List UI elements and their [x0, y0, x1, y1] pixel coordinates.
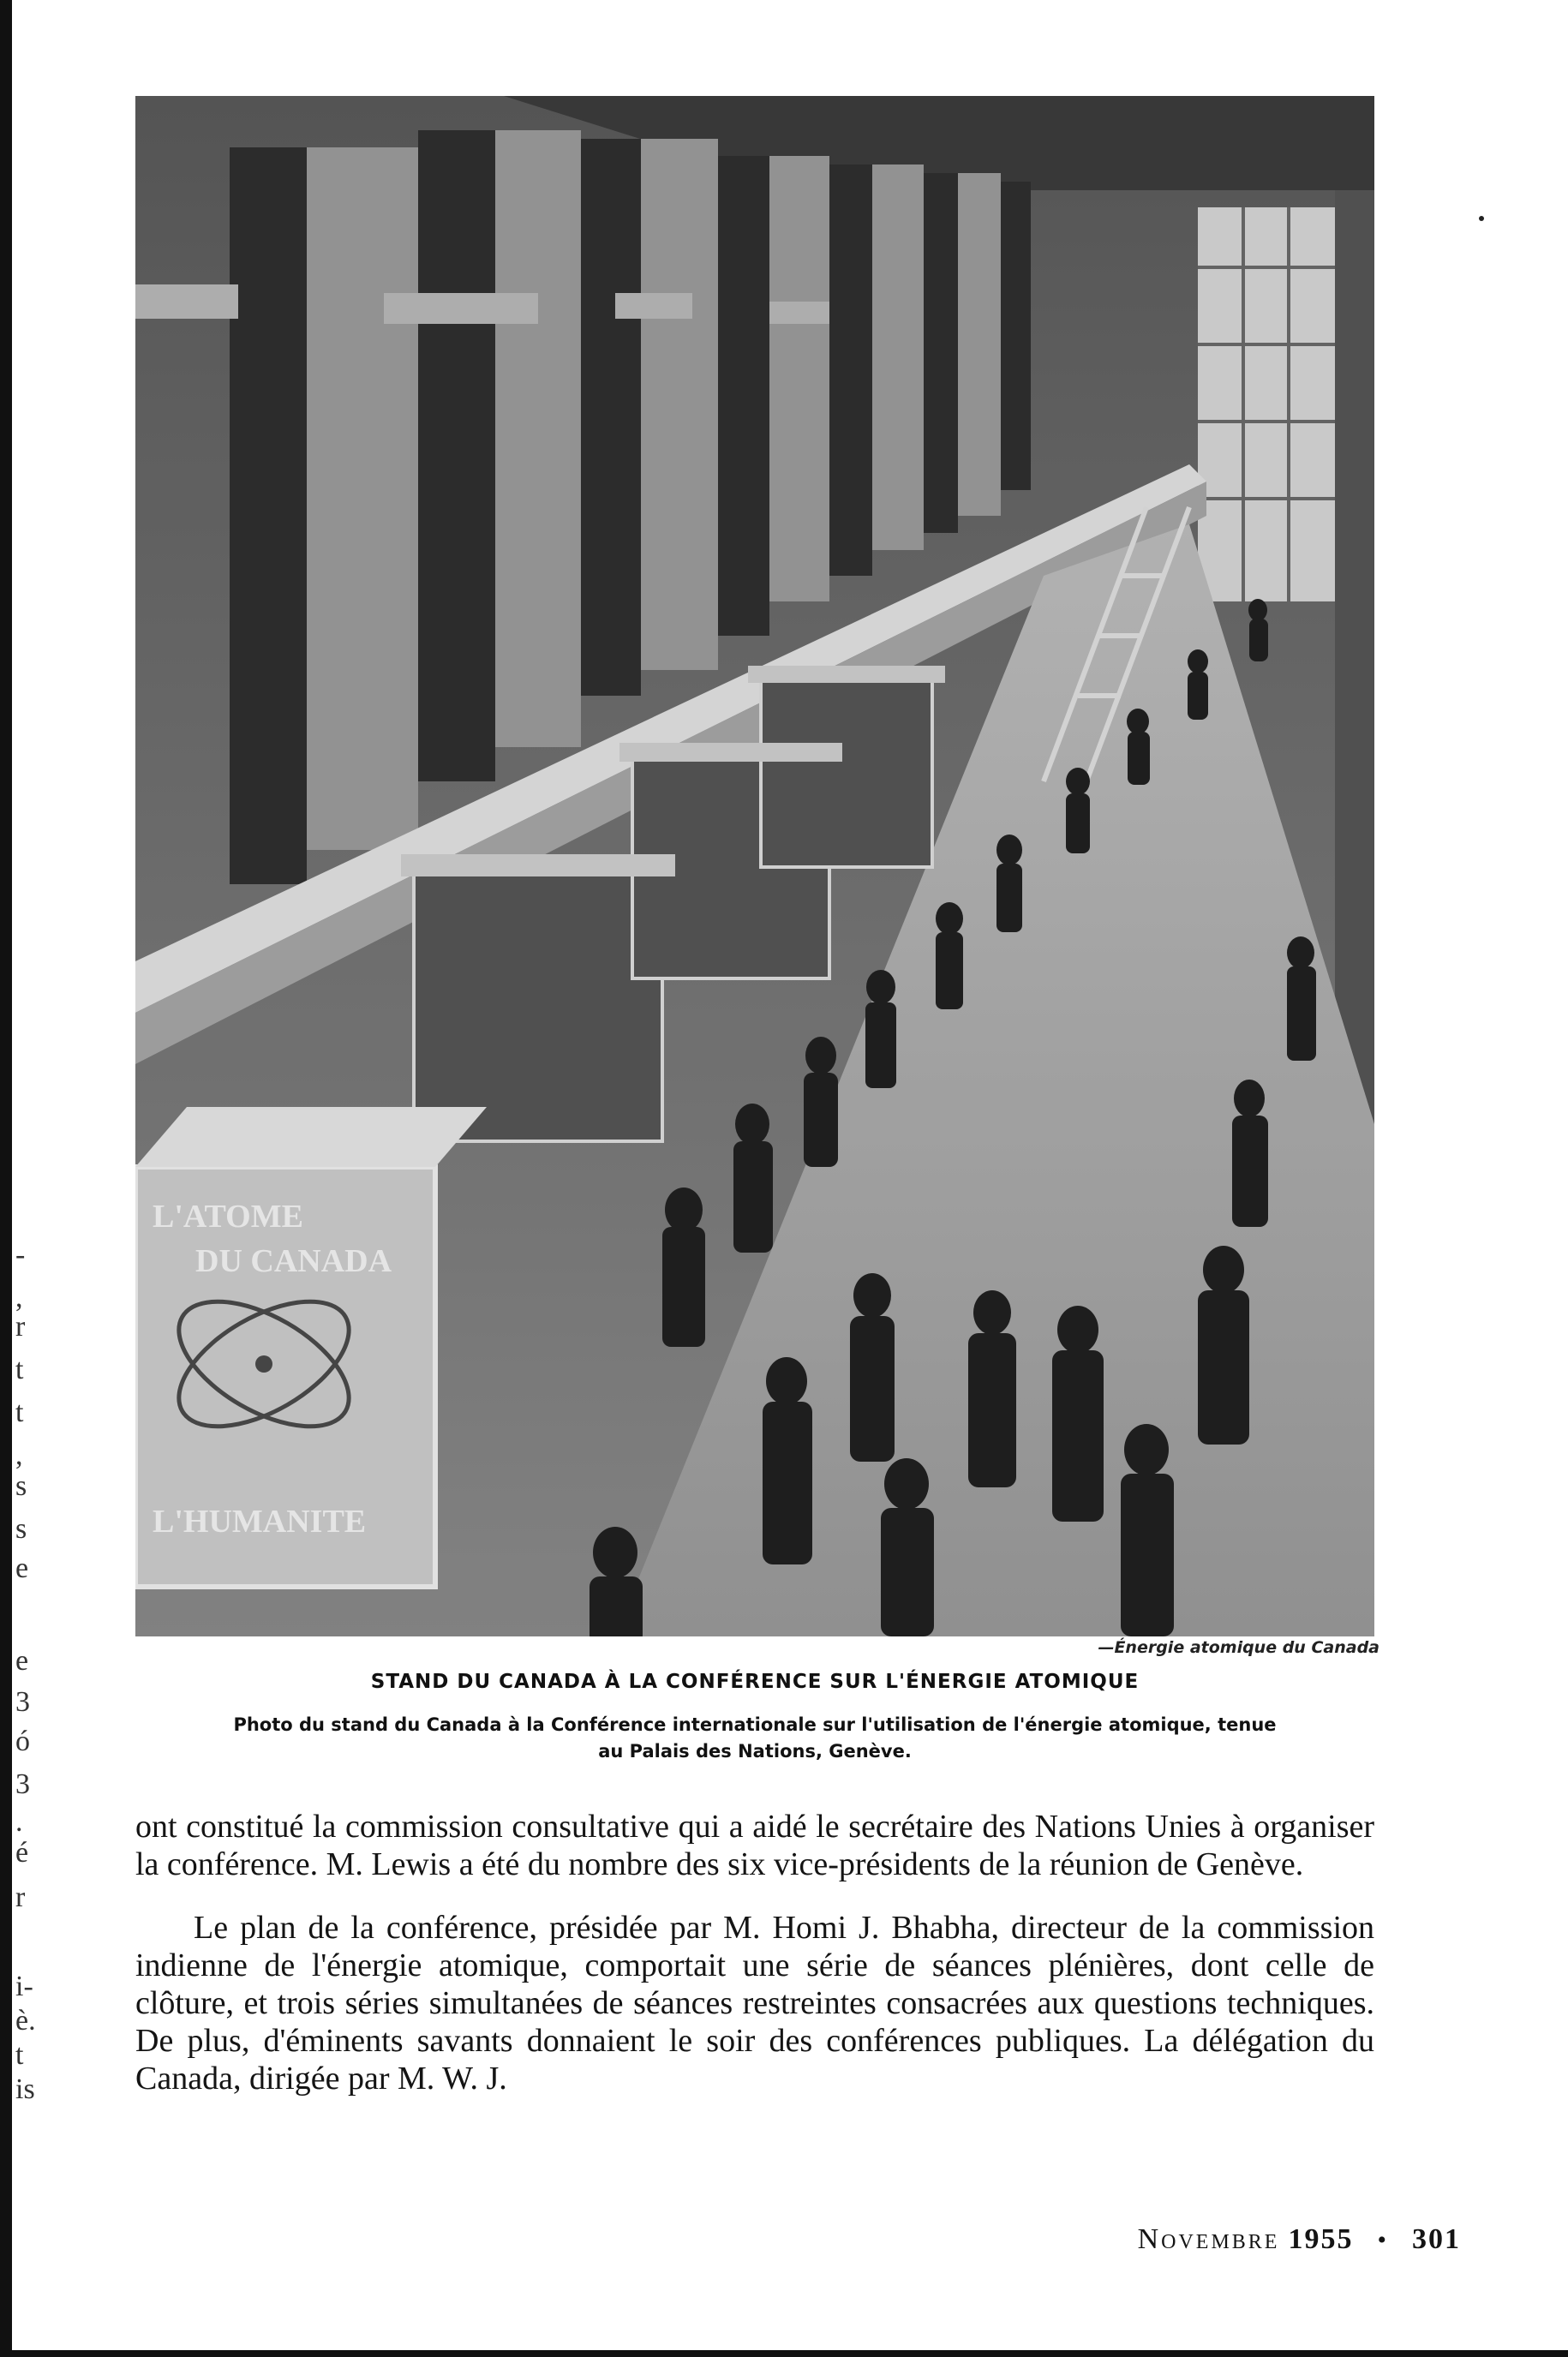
margin-fragment: r: [15, 1881, 26, 1913]
margin-fragment: é: [15, 1837, 29, 1869]
footer-separator: •: [1377, 2226, 1388, 2254]
paragraph-2: Le plan de la conférence, présidée par M. Homi J. Bhabha, directeur de la commission indienne de l'énergie atomique, comportait une série de séances plénières, dont celle de clôture, et trois séries simultanées de séances restreintes consacrées aux questions techniques. De plus, d'éminents savants donnaient le soir des conférences publiques. La délégation du Canada, dirigée par M. W. J.: [135, 1910, 1374, 2097]
margin-fragment: s: [15, 1513, 27, 1545]
margin-fragment: ,: [15, 1282, 23, 1313]
page-edge-bottom-rule: [0, 2350, 1568, 2357]
sign-line-2: DU CANADA: [195, 1243, 392, 1279]
margin-fragment: è.: [15, 2005, 36, 2037]
caption-text-line: au Palais des Nations, Genève.: [598, 1741, 912, 1762]
margin-fragment: i-: [15, 1971, 33, 2002]
margin-fragment: r: [15, 1311, 26, 1343]
facing-page-margin-fragments: [15, 0, 50, 2357]
margin-fragment: t: [15, 1397, 24, 1428]
page-footer: [1138, 2223, 1461, 2256]
exhibition-photo: [135, 96, 1374, 1636]
page-number: 301: [1412, 2223, 1461, 2255]
margin-fragment: ,: [15, 1439, 23, 1471]
ink-speck: [1479, 216, 1484, 221]
caption-text: [135, 1712, 1374, 1765]
sign-line-4: L'HUMANITE: [153, 1504, 367, 1540]
margin-fragment: t: [15, 2039, 24, 2071]
paragraph-1: ont constitué la commission consultative qui a aidé le secrétaire des Nations Unies à organiser la conférence. M. Lewis a été du nombre des six vice-présidents de la réunion de Genève.: [135, 1809, 1374, 1882]
margin-fragment: is: [15, 2073, 35, 2105]
sign-line-1: L'ATOME: [153, 1199, 303, 1235]
footer-year: 1955: [1288, 2223, 1354, 2255]
caption-text-line: Photo du stand du Canada à la Conférence internationale sur l'utilisation de l'énergie atomique, tenue: [233, 1714, 1277, 1735]
margin-fragment: e: [15, 1552, 29, 1584]
margin-fragment: e: [15, 1645, 29, 1677]
margin-fragment: s: [15, 1470, 27, 1502]
margin-fragment: t: [15, 1354, 24, 1385]
margin-fragment: .: [15, 1806, 23, 1838]
article-body: [135, 1808, 1374, 2097]
photo-illustration: [135, 96, 1374, 1636]
footer-month: Novembre: [1137, 2223, 1280, 2255]
margin-fragment: 3: [15, 1686, 30, 1718]
photo-credit: —Énergie atomique du Canada: [1098, 1638, 1379, 1657]
margin-fragment: 3: [15, 1768, 30, 1800]
margin-fragment: -: [15, 1239, 26, 1271]
caption-title: STAND DU CANADA À LA CONFÉRENCE SUR L'ÉNERGIE ATOMIQUE: [370, 1671, 1140, 1693]
page-edge-left-rule: [0, 0, 12, 2357]
margin-fragment: ó: [15, 1726, 30, 1757]
